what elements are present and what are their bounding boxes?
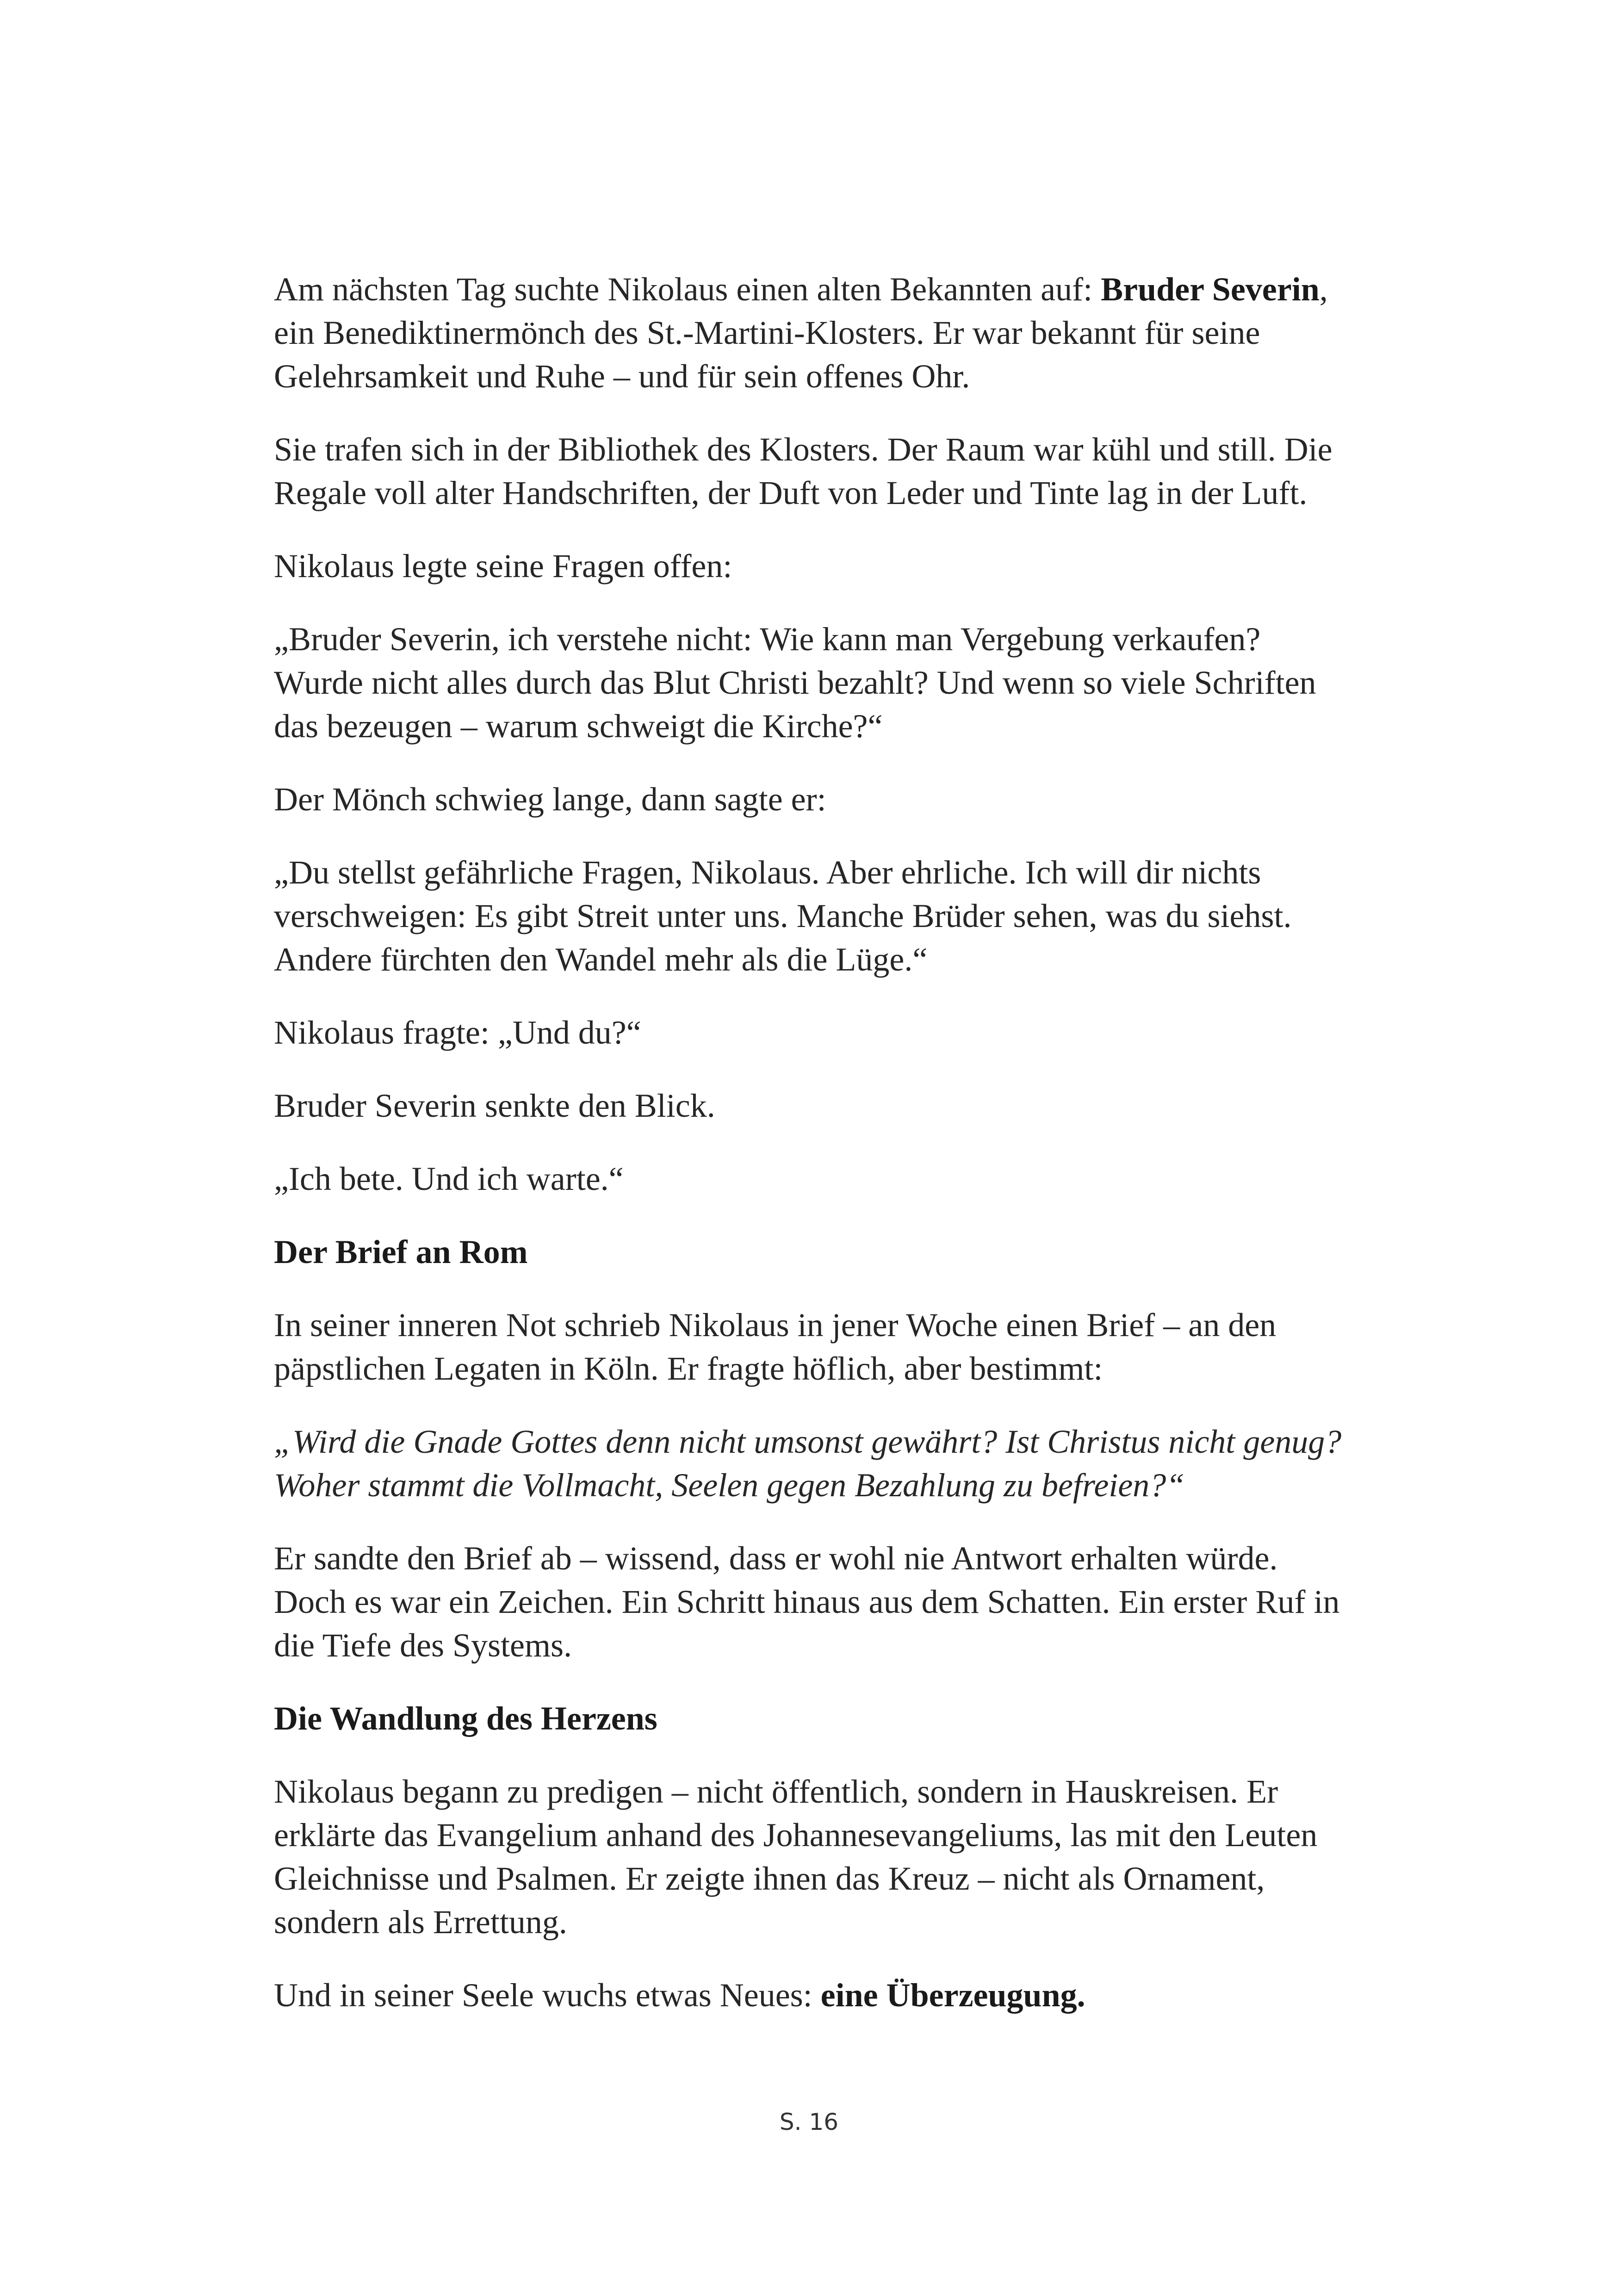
section-heading-wandlung: Die Wandlung des Herzens xyxy=(274,1700,657,1737)
quote-nikolaus: „Bruder Severin, ich verstehe nicht: Wie kann man Vergebung verkaufen? Wurde nicht alles durch das Blut Christi bezahlt? Und wenn so viele Schriften das bezeugen – warum schweigt die Kirche?“ xyxy=(274,621,1316,745)
paragraph-questions: Nikolaus legte seine Fragen offen: xyxy=(274,548,732,585)
page-number: S. 16 xyxy=(779,2109,839,2135)
bold-name: Bruder Severin xyxy=(1101,271,1320,308)
paragraph-text: Am nächsten Tag suchte Nikolaus einen alten Bekannten auf: xyxy=(274,271,1101,308)
paragraph-nikolaus-asks: Nikolaus fragte: „Und du?“ xyxy=(274,1014,641,1051)
paragraph-intro xyxy=(274,268,1352,398)
bold-conviction: eine Überzeugung. xyxy=(820,1977,1085,2014)
paragraph-conviction xyxy=(274,1973,1352,2017)
quote-severin: „Ich bete. Und ich warte.“ xyxy=(274,1160,624,1197)
paragraph-letter-sent: Er sandte den Brief ab – wissend, dass er wohl nie Antwort erhalten würde. Doch es war ein Zeichen. Ein Schritt hinaus aus dem Schatten. Ein erster Ruf in die Tiefe des Systems. xyxy=(274,1540,1340,1664)
paragraph-letter: In seiner inneren Not schrieb Nikolaus in jener Woche einen Brief – an den päpstlichen Legaten in Köln. Er fragte höflich, aber bestimmt: xyxy=(274,1307,1277,1387)
paragraph-severin-gaze: Bruder Severin senkte den Blick. xyxy=(274,1087,715,1124)
page-body xyxy=(274,268,1352,2047)
paragraph-preaching: Nikolaus begann zu predigen – nicht öffentlich, sondern in Hauskreisen. Er erklärte das Evangelium anhand des Johannesevangeliums, las mit den Leuten Gleichnisse und Psalmen. Er zeigte ihnen das Kreuz – nicht als Ornament, sondern als Errettung. xyxy=(274,1773,1318,1941)
paragraph-text: , ein Benediktinermönch des St.-Martini-Klosters. Er war bekannt für seine Gelehrsamkeit und Ruhe – und für sein offenes Ohr. xyxy=(274,271,1328,395)
quote-monk: „Du stellst gefährliche Fragen, Nikolaus. Aber ehrliche. Ich will dir nichts verschweigen: Es gibt Streit unter uns. Manche Brüder sehen, was du siehst. Andere fürchten den Wandel mehr als die Lüge.“ xyxy=(274,854,1292,978)
paragraph-monk-silent: Der Mönch schwieg lange, dann sagte er: xyxy=(274,781,826,818)
paragraph-library: Sie trafen sich in der Bibliothek des Klosters. Der Raum war kühl und still. Die Regale voll alter Handschriften, der Duft von Leder und Tinte lag in der Luft. xyxy=(274,431,1333,511)
quote-letter: „Wird die Gnade Gottes denn nicht umsonst gewährt? Ist Christus nicht genug? Woher stammt die Vollmacht, Seelen gegen Bezahlung zu befreien?“ xyxy=(274,1423,1342,1504)
section-heading-brief: Der Brief an Rom xyxy=(274,1233,528,1270)
paragraph-text: Und in seiner Seele wuchs etwas Neues: xyxy=(274,1977,821,2014)
